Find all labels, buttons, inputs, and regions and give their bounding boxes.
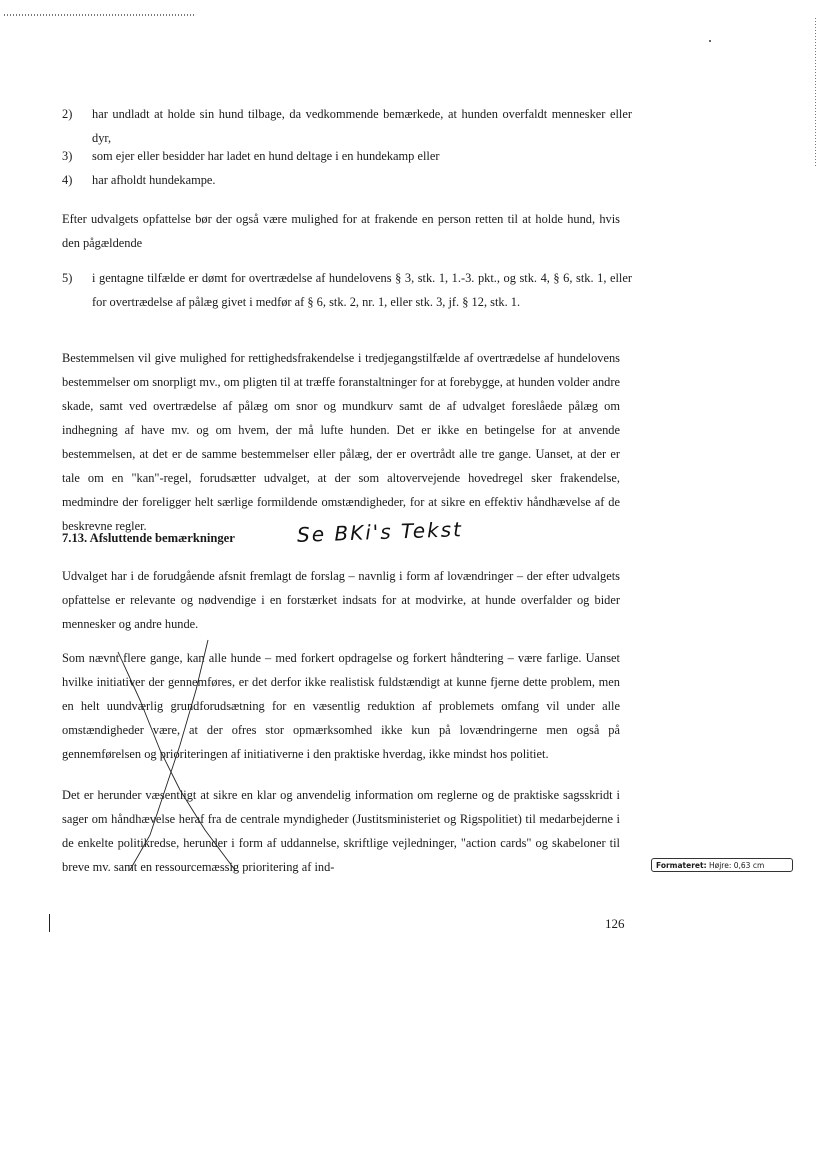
handwritten-note: Se BKi's Tekst xyxy=(296,517,464,547)
list-item-text: i gentagne tilfælde er dømt for overtrædelse af hundelovens § 3, stk. 1, 1.-3. pkt., og stk. 4, § 6, stk. 1, eller for overtrædelse af pålæg givet i medfør af § 6, stk. 2, nr. 1, eller stk. 3, jf. § 12, stk. 1. xyxy=(92,271,632,309)
change-bar xyxy=(49,914,50,932)
list-item-number: 5) xyxy=(62,271,73,285)
page-number: 126 xyxy=(605,916,625,931)
section-heading: 7.13. Afsluttende bemærkninger xyxy=(62,531,235,545)
paragraph-right-to-hold-dog: Efter udvalgets opfattelse bør der også være mulighed for at frakende en person retten til at holde hund, hvis den pågældende xyxy=(62,212,620,250)
strike-line-2 xyxy=(118,652,235,870)
list-item-number: 2) xyxy=(62,107,73,121)
paragraph-closing-intro: Udvalget har i de forudgående afsnit fremlagt de forslag – navnlig i form af lovændringer – der efter udvalgets opfattelse er relevante og nødvendige i en forstærket indsats for at modvirke, at hunde overfalder og bider mennesker og andre hunde. xyxy=(62,569,620,631)
strike-line-1 xyxy=(130,640,208,870)
paragraph-information: Det er herunder væsentligt at sikre en klar og anvendelig information om reglerne og de praktiske sagsskridt i sager om håndhævelse heraf fra de centrale myndigheder (Justitsministeriet og Rigspolitiet) til medarbejderne i de enkelte politikredse, herunder i form af uddannelse, skriftlige vejledninger, "action cards" og skabeloner til breve mv. samt en ressourcemæssig prioritering af ind- xyxy=(62,788,620,874)
paragraph-all-dogs: Som nævnt flere gange, kan alle hunde – med forkert opdragelse og forkert håndtering – være farlige. Uanset hvilke initiativer der gennemføres, er det derfor ikke realistisk fuldstændigt at kunne fjerne dette problem, men en helt uundværlig grundforudsætning for en væsentlig reduktion af problemets omfang vil under alle omstændigheder være, at der ofres stor opmærksomhed ikke kun på lovændringerne men også på gennemførelsen og prioriteringen af initiativerne i den praktiske hverdag, ikke mindst hos politiet. xyxy=(62,651,620,761)
list-item-text: har afholdt hundekampe. xyxy=(92,173,216,187)
paragraph-provision: Bestemmelsen vil give mulighed for rettighedsfrakendelse i tredjegangstilfælde af overtrædelse af hundelovens bestemmelser om snorpligt mv., om pligten til at træffe foranstaltninger for at forebygge, at hunden volder andre skade, samt ved overtrædelse af pålæg om snor og mundkurv samt de af udvalget foreslåede pålæg om indhegning af have mv. og om hvem, der må lufte hunden. Det er ikke en betingelse for at anvende bestemmelsen, at det er de samme bestemmelser eller pålæg, der er overtrådt alle tre gange. Uanset, at der er tale om en "kan"-regel, forudsætter udvalget, at der som altovervejende hovedregel sker frakendelse, medmindre der foreligger helt særlige formildende omstændigheder, for at sikre en effektiv håndhævelse af de beskrevne regler. xyxy=(62,351,620,533)
list-item-text: som ejer eller besidder har ladet en hund deltage i en hundekamp eller xyxy=(92,149,440,163)
annotation-value: Højre: 0,63 cm xyxy=(708,861,765,870)
format-annotation[interactable] xyxy=(651,858,793,872)
list-item-text: har undladt at holde sin hund tilbage, da vedkommende bemærkede, at hunden overfaldt mennesker eller dyr, xyxy=(92,107,632,145)
annotation-label: Formateret: xyxy=(656,861,707,870)
list-item-number: 4) xyxy=(62,173,73,187)
list-item-number: 3) xyxy=(62,149,73,163)
